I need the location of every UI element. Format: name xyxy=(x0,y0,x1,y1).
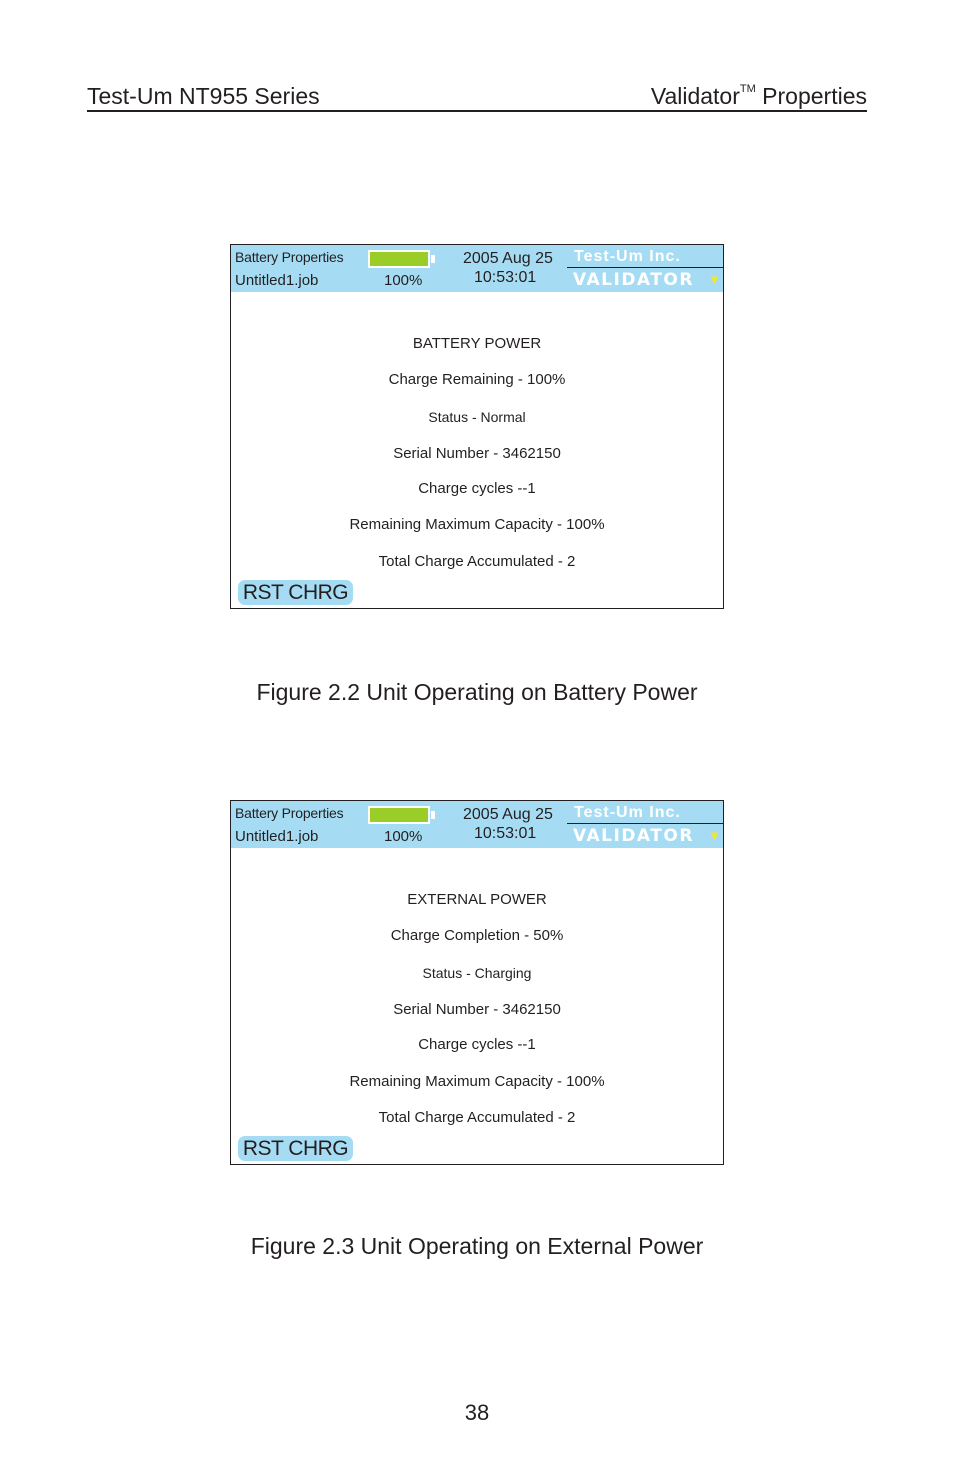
status-time: 10:53:01 xyxy=(474,825,537,842)
job-filename: Untitled1.job xyxy=(235,272,319,289)
charge-cycles: Charge cycles --1 xyxy=(418,1036,536,1053)
section-title-main: Validator xyxy=(650,83,740,109)
status-time: 10:53:01 xyxy=(474,269,537,286)
battery-fill xyxy=(370,808,428,822)
page-number: 38 xyxy=(464,1400,490,1425)
power-mode-heading: BATTERY POWER xyxy=(412,335,542,352)
figure-caption: Figure 2.3 Unit Operating on External Power xyxy=(250,1233,704,1259)
reset-charge-button[interactable]: RST CHRG xyxy=(238,1136,353,1161)
charge-completion: Charge Completion - 50% xyxy=(390,927,564,944)
screen-battery-power xyxy=(230,244,724,609)
battery-percent: 100% xyxy=(384,828,423,845)
status-bar xyxy=(231,245,723,292)
total-charge-accumulated: Total Charge Accumulated - 2 xyxy=(378,1109,576,1126)
screen-title: Battery Properties xyxy=(235,805,344,821)
status-date: 2005 Aug 25 xyxy=(463,250,553,267)
remaining-max-capacity: Remaining Maximum Capacity - 100% xyxy=(349,1073,605,1090)
page-header xyxy=(87,80,867,112)
job-filename: Untitled1.job xyxy=(235,828,319,845)
charge-cycles: Charge cycles --1 xyxy=(418,480,536,497)
battery-tip-icon xyxy=(431,811,435,819)
battery-icon xyxy=(368,806,430,824)
reset-charge-button[interactable]: RST CHRG xyxy=(238,580,353,605)
battery-tip-icon xyxy=(431,255,435,263)
serial-number: Serial Number - 3462150 xyxy=(393,1001,561,1018)
screen-title: Battery Properties xyxy=(235,249,344,265)
dropdown-triangle-icon[interactable]: ▼ xyxy=(708,272,721,287)
section-title xyxy=(651,83,867,110)
battery-status: Status - Charging xyxy=(422,965,532,981)
screen-external-power xyxy=(230,800,724,1165)
trademark-mark: TM xyxy=(739,83,756,96)
power-mode-heading: EXTERNAL POWER xyxy=(407,891,547,908)
company-logo: Test-Um Inc. xyxy=(574,804,681,821)
figure-caption: Figure 2.2 Unit Operating on Battery Power xyxy=(256,679,698,705)
logo-divider xyxy=(567,823,723,824)
status-date: 2005 Aug 25 xyxy=(463,806,553,823)
dropdown-triangle-icon[interactable]: ▼ xyxy=(708,828,721,843)
remaining-max-capacity: Remaining Maximum Capacity - 100% xyxy=(349,516,605,533)
battery-fill xyxy=(370,252,428,266)
validator-logo: VALIDATOR xyxy=(573,270,694,290)
section-title-rest: Properties xyxy=(755,83,867,109)
validator-logo: VALIDATOR xyxy=(573,826,694,846)
series-title: Test-Um NT955 Series xyxy=(87,83,320,109)
battery-icon xyxy=(368,250,430,268)
total-charge-accumulated: Total Charge Accumulated - 2 xyxy=(378,553,576,570)
status-bar xyxy=(231,801,723,848)
battery-status: Status - Normal xyxy=(428,409,526,425)
logo-divider xyxy=(567,267,723,268)
company-logo: Test-Um Inc. xyxy=(574,248,681,265)
battery-percent: 100% xyxy=(384,272,423,289)
charge-remaining: Charge Remaining - 100% xyxy=(388,371,566,388)
serial-number: Serial Number - 3462150 xyxy=(393,445,561,462)
